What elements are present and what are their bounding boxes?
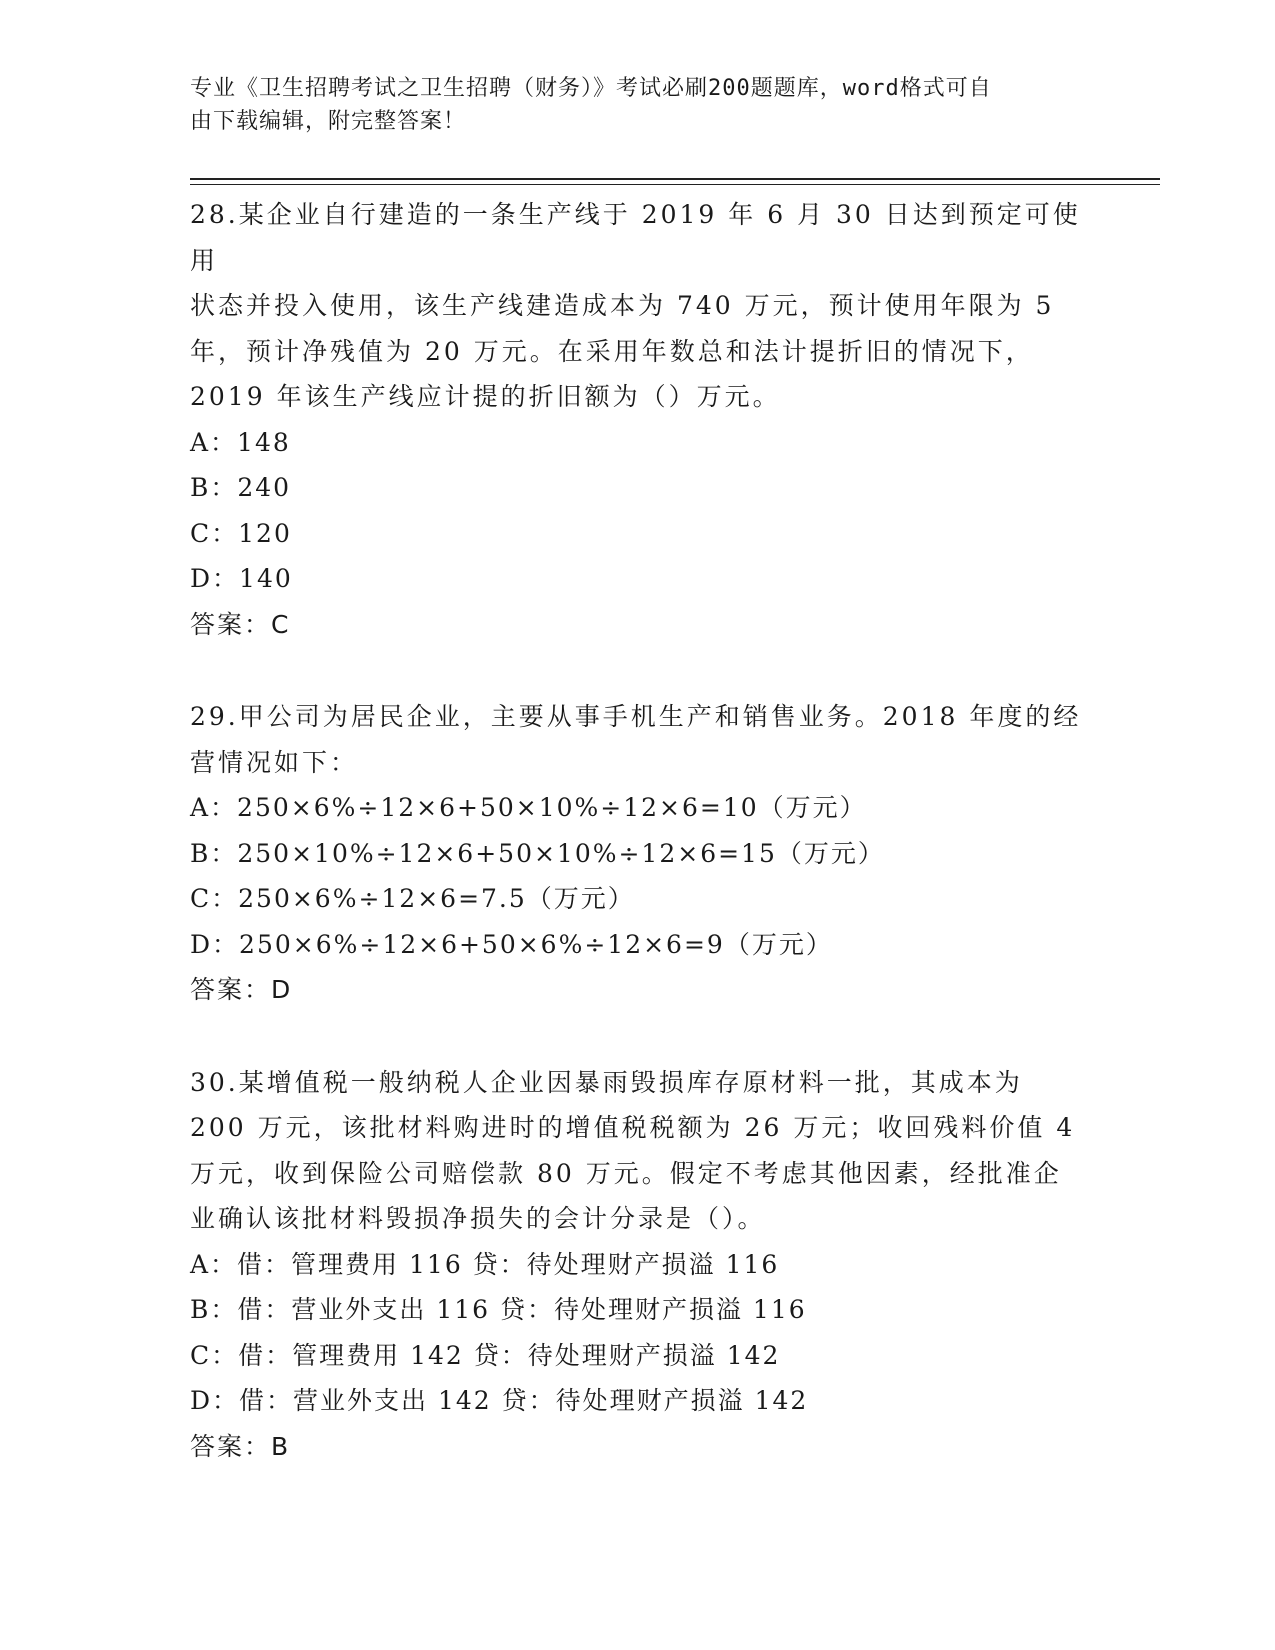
question-text-line: 30.某增值税一般纳税人企业因暴雨毁损库存原材料一批，其成本为 [190,1067,1023,1097]
option-d: D：140 [190,564,293,593]
header-line-1: 专业《卫生招聘考试之卫生招聘（财务）》考试必刷200题题库，word格式可自 [190,76,992,101]
option-c: C：120 [190,518,292,548]
option-b: B：250×10%÷12×6+50×10%÷12×6=15（万元） [190,838,885,868]
question-text-line: 2019 年该生产线应计提的折旧额为（）万元。 [190,382,781,411]
header-divider-thick [190,178,1160,180]
question-text-line: 营情况如下： [190,747,359,777]
option-d: D：借：营业外支出 142 贷：待处理财产损溢 142 [190,1386,809,1415]
question-29 [190,692,1090,1013]
option-b: B：240 [190,473,292,502]
question-text-line: 业确认该批材料毁损净损失的会计分录是（）。 [190,1204,766,1233]
option-a: A：250×6%÷12×6+50×10%÷12×6=10（万元） [190,793,867,822]
question-text-line: 万元，收到保险公司赔偿款 80 万元。假定不考虑其他因素，经批准企 [190,1158,1062,1188]
question-text [190,190,1090,420]
question-spacer [190,1013,1090,1058]
header-divider-thin [190,184,1160,185]
question-text-line: 29.甲公司为居民企业，主要从事手机生产和销售业务。2018 年度的经 [190,702,1082,731]
question-30 [190,1058,1090,1470]
option-a: A：借：管理费用 116 贷：待处理财产损溢 116 [190,1249,780,1279]
header-line-2: 由下载编辑，附完整答案！ [190,109,467,134]
question-text-line: 年，预计净残值为 20 万元。在采用年数总和法计提折旧的情况下， [190,336,1034,366]
document-header [190,72,1070,138]
question-28 [190,190,1090,647]
answer-line: 答案：B [190,1431,291,1461]
answer-line: 答案：C [190,609,291,639]
question-list [190,190,1090,1469]
question-spacer [190,647,1090,692]
question-text-line: 200 万元，该批材料购进时的增值税税额为 26 万元；收回残料价值 4 [190,1113,1076,1142]
option-c: C：借：管理费用 142 贷：待处理财产损溢 142 [190,1340,781,1370]
option-c: C：250×6%÷12×6=7.5（万元） [190,884,635,913]
answer-line: 答案：D [190,975,293,1004]
question-text [190,692,1090,785]
option-a: A：148 [190,427,291,457]
question-text-line: 状态并投入使用，该生产线建造成本为 740 万元，预计使用年限为 5 [190,291,1055,320]
option-d: D：250×6%÷12×6+50×6%÷12×6=9（万元） [190,929,833,959]
question-text-line: 28.某企业自行建造的一条生产线于 2019 年 6 月 30 日达到预定可使用 [190,200,1081,275]
question-text [190,1058,1090,1242]
option-b: B：借：营业外支出 116 贷：待处理财产损溢 116 [190,1295,807,1324]
